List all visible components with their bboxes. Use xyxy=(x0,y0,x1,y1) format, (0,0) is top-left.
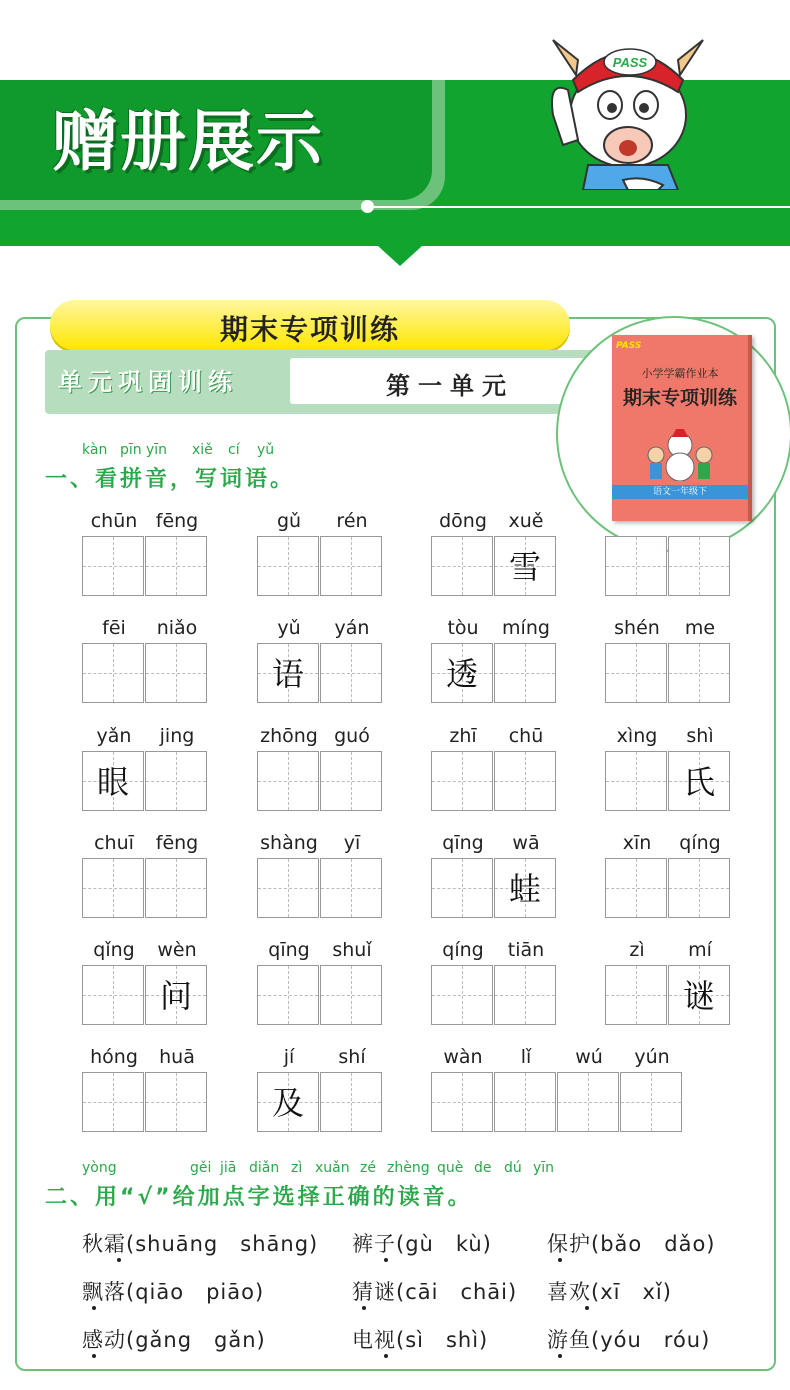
reading-option: 猜谜(cāi chāi) xyxy=(352,1280,518,1304)
pinyin: de xyxy=(474,1160,492,1176)
given-character xyxy=(606,644,666,702)
book-logo: PASS xyxy=(616,341,642,351)
pinyin: yǎn xyxy=(96,725,132,747)
given-character xyxy=(558,1073,618,1131)
given-character xyxy=(146,644,206,702)
book-small-title: 小学学霸作业本 xyxy=(641,367,719,380)
pinyin: huā xyxy=(159,1046,195,1068)
writing-cell[interactable] xyxy=(494,965,556,1025)
pinyin: wú xyxy=(575,1046,603,1068)
writing-cell[interactable] xyxy=(431,751,493,811)
emphasis-dot xyxy=(362,1306,366,1310)
given-character xyxy=(83,644,143,702)
pinyin: qīng xyxy=(268,939,310,961)
pinyin: shì xyxy=(686,725,714,747)
writing-cell[interactable] xyxy=(431,858,493,918)
reading-option: 裤子(gù kù) xyxy=(352,1232,492,1256)
given-character xyxy=(146,752,206,810)
unit-label: 单元巩固训练 xyxy=(58,368,238,396)
given-character xyxy=(321,859,381,917)
given-character xyxy=(83,1073,143,1131)
given-character xyxy=(606,859,666,917)
given-character xyxy=(258,537,318,595)
mascot-logo: PASS xyxy=(612,55,648,70)
pinyin: zì xyxy=(629,939,645,961)
pinyin: míng xyxy=(502,617,550,639)
writing-cell[interactable] xyxy=(82,1072,144,1132)
pinyin: me xyxy=(684,617,716,639)
page-title: 赠册展示 xyxy=(52,103,324,180)
pinyin: yǔ xyxy=(277,617,301,639)
writing-cell[interactable] xyxy=(257,643,319,703)
given-character xyxy=(432,1073,492,1131)
given-character: 问 xyxy=(159,977,192,1015)
writing-cell[interactable] xyxy=(494,858,556,918)
given-character: 语 xyxy=(271,655,304,693)
book-cover xyxy=(612,335,752,521)
writing-cell[interactable] xyxy=(668,643,730,703)
writing-cell[interactable] xyxy=(145,643,207,703)
pinyin: gǔ xyxy=(276,510,302,532)
writing-cell[interactable] xyxy=(82,965,144,1025)
given-character xyxy=(83,859,143,917)
pinyin: zé xyxy=(360,1160,376,1176)
children-illustration-icon xyxy=(642,425,718,481)
pinyin: qíng xyxy=(442,939,484,961)
writing-cell[interactable] xyxy=(82,751,144,811)
banner-dot xyxy=(361,200,374,213)
pinyin: fēi xyxy=(102,617,126,639)
writing-cell[interactable] xyxy=(82,643,144,703)
emphasis-dot xyxy=(384,1354,388,1358)
ribbon-title: 期末专项训练 xyxy=(219,313,400,346)
emphasis-dot xyxy=(558,1354,562,1358)
emphasis-dot xyxy=(117,1258,121,1262)
pinyin: què xyxy=(437,1160,464,1176)
given-character xyxy=(321,537,381,595)
pinyin: shuǐ xyxy=(332,939,372,961)
writing-cell[interactable] xyxy=(82,536,144,596)
given-character xyxy=(258,966,318,1024)
book-subtitle: 语文一年级下 xyxy=(652,487,707,497)
given-character: 谜 xyxy=(682,977,715,1015)
pinyin: cí xyxy=(228,442,240,458)
emphasis-dot xyxy=(92,1306,96,1310)
reading-option: 游鱼(yóu róu) xyxy=(547,1328,711,1352)
book-title: 期末专项训练 xyxy=(622,387,737,409)
pinyin: tòu xyxy=(447,617,479,639)
given-character xyxy=(321,752,381,810)
reading-option: 喜欢(xī xǐ) xyxy=(547,1280,672,1304)
pinyin: yīn xyxy=(146,442,168,458)
section1-title: 一、看拼音，写词语。 xyxy=(45,467,296,492)
given-character xyxy=(669,859,729,917)
pinyin: mí xyxy=(688,939,712,961)
given-character xyxy=(621,1073,681,1131)
pinyin: wèn xyxy=(157,939,197,961)
given-character xyxy=(606,966,666,1024)
emphasis-dot xyxy=(585,1306,589,1310)
given-character xyxy=(146,1073,206,1131)
pinyin: zhèng xyxy=(387,1160,430,1176)
given-character xyxy=(606,537,666,595)
pinyin: fēng xyxy=(155,510,199,532)
writing-cell[interactable] xyxy=(320,643,382,703)
pinyin: zhōng xyxy=(260,725,318,747)
writing-cell[interactable] xyxy=(257,965,319,1025)
given-character xyxy=(495,966,555,1024)
pinyin: hóng xyxy=(90,1046,138,1068)
given-character xyxy=(606,752,666,810)
pinyin: xuǎn xyxy=(315,1160,350,1176)
writing-cell[interactable] xyxy=(145,536,207,596)
reading-option: 电视(sì shì) xyxy=(352,1328,489,1352)
pinyin: zì xyxy=(291,1160,303,1176)
given-character xyxy=(495,752,555,810)
pinyin: qǐng xyxy=(93,939,135,961)
banner-arrow xyxy=(378,246,422,266)
writing-cell[interactable] xyxy=(668,965,730,1025)
given-character: 雪 xyxy=(508,548,541,586)
pinyin: yún xyxy=(634,1046,670,1068)
pinyin: chūn xyxy=(90,510,138,532)
writing-cell[interactable] xyxy=(605,965,667,1025)
writing-cell[interactable] xyxy=(605,643,667,703)
writing-cell[interactable] xyxy=(494,1072,556,1132)
writing-cell[interactable] xyxy=(605,536,667,596)
writing-cell[interactable] xyxy=(257,751,319,811)
reading-option: 秋霜(shuāng shāng) xyxy=(82,1232,319,1256)
writing-cell[interactable] xyxy=(257,1072,319,1132)
writing-cell[interactable] xyxy=(668,536,730,596)
pinyin: yòng xyxy=(82,1160,117,1176)
writing-cell[interactable] xyxy=(431,1072,493,1132)
given-character: 及 xyxy=(271,1084,304,1122)
pinyin: shén xyxy=(614,617,660,639)
writing-cell[interactable] xyxy=(320,751,382,811)
writing-cell[interactable] xyxy=(494,751,556,811)
writing-cell[interactable] xyxy=(145,751,207,811)
reading-option: 飘落(qiāo piāo) xyxy=(82,1280,265,1304)
writing-cell[interactable] xyxy=(620,1072,682,1132)
pinyin: gěi xyxy=(190,1160,212,1176)
pinyin: yǔ xyxy=(257,442,275,458)
writing-cell[interactable] xyxy=(431,965,493,1025)
writing-cell[interactable] xyxy=(257,858,319,918)
given-character: 蛙 xyxy=(508,870,541,908)
pinyin: yī xyxy=(343,832,361,854)
writing-cell[interactable] xyxy=(320,858,382,918)
pinyin: xìng xyxy=(616,725,658,747)
writing-cell[interactable] xyxy=(431,536,493,596)
pinyin: zhī xyxy=(449,725,477,747)
given-character xyxy=(258,752,318,810)
writing-cell[interactable] xyxy=(431,643,493,703)
emphasis-dot xyxy=(384,1258,388,1262)
given-character xyxy=(432,859,492,917)
pinyin: yán xyxy=(334,617,370,639)
ribbon xyxy=(50,300,570,350)
writing-cell[interactable] xyxy=(82,858,144,918)
pinyin: qíng xyxy=(679,832,721,854)
pinyin: diǎn xyxy=(249,1160,280,1176)
pinyin: fēng xyxy=(155,832,199,854)
banner-divider xyxy=(368,206,790,208)
given-character xyxy=(669,537,729,595)
writing-cell[interactable] xyxy=(320,1072,382,1132)
emphasis-dot xyxy=(92,1354,96,1358)
pinyin: xuě xyxy=(508,510,544,532)
pinyin: jing xyxy=(159,725,195,747)
pinyin: jiā xyxy=(220,1160,237,1176)
given-character xyxy=(321,966,381,1024)
cow-mascot-icon xyxy=(548,20,708,190)
emphasis-dot xyxy=(558,1258,562,1262)
reading-option: 保护(bǎo dǎo) xyxy=(547,1232,716,1256)
given-character xyxy=(432,537,492,595)
writing-cell[interactable] xyxy=(145,858,207,918)
pinyin: dōng xyxy=(439,510,487,532)
writing-cell[interactable] xyxy=(605,751,667,811)
reading-option: 感动(gǎng gǎn) xyxy=(82,1328,266,1352)
pinyin: kàn xyxy=(82,442,108,458)
pinyin: niǎo xyxy=(156,617,198,639)
pinyin: xiě xyxy=(192,442,213,458)
given-character xyxy=(146,859,206,917)
pinyin: shàng xyxy=(260,832,318,854)
writing-cell[interactable] xyxy=(257,536,319,596)
pinyin: dú xyxy=(504,1160,522,1176)
pinyin: chuī xyxy=(94,832,134,854)
given-character: 透 xyxy=(445,655,478,693)
pinyin: wā xyxy=(512,832,540,854)
writing-cell[interactable] xyxy=(320,536,382,596)
pinyin: rén xyxy=(336,510,368,532)
pinyin: pīn xyxy=(120,442,142,458)
pinyin: qīng xyxy=(442,832,484,854)
given-character xyxy=(432,966,492,1024)
writing-cell[interactable] xyxy=(494,643,556,703)
given-character xyxy=(146,537,206,595)
pinyin: guó xyxy=(334,725,370,747)
pinyin: tiān xyxy=(507,939,545,961)
given-character xyxy=(258,859,318,917)
pinyin: lǐ xyxy=(520,1046,532,1068)
given-character xyxy=(495,644,555,702)
writing-cell[interactable] xyxy=(320,965,382,1025)
writing-cell[interactable] xyxy=(494,536,556,596)
given-character xyxy=(83,537,143,595)
section2-title: 二、用“√”给加点字选择正确的读音。 xyxy=(45,1185,473,1210)
given-character xyxy=(669,644,729,702)
writing-cell[interactable] xyxy=(557,1072,619,1132)
writing-cell[interactable] xyxy=(668,751,730,811)
given-character xyxy=(495,1073,555,1131)
given-character: 眼 xyxy=(96,763,129,801)
given-character xyxy=(83,966,143,1024)
pinyin: xīn xyxy=(622,832,652,854)
given-character xyxy=(321,644,381,702)
given-character: 氏 xyxy=(682,763,715,801)
pinyin: yīn xyxy=(533,1160,555,1176)
pinyin: chū xyxy=(508,725,544,747)
writing-cell[interactable] xyxy=(605,858,667,918)
writing-cell[interactable] xyxy=(668,858,730,918)
writing-cell[interactable] xyxy=(145,1072,207,1132)
given-character xyxy=(321,1073,381,1131)
pinyin: shí xyxy=(338,1046,366,1068)
pinyin: jí xyxy=(283,1046,295,1068)
pinyin: wàn xyxy=(443,1046,483,1068)
writing-cell[interactable] xyxy=(145,965,207,1025)
unit-name: 第一单元 xyxy=(386,372,514,400)
given-character xyxy=(432,752,492,810)
